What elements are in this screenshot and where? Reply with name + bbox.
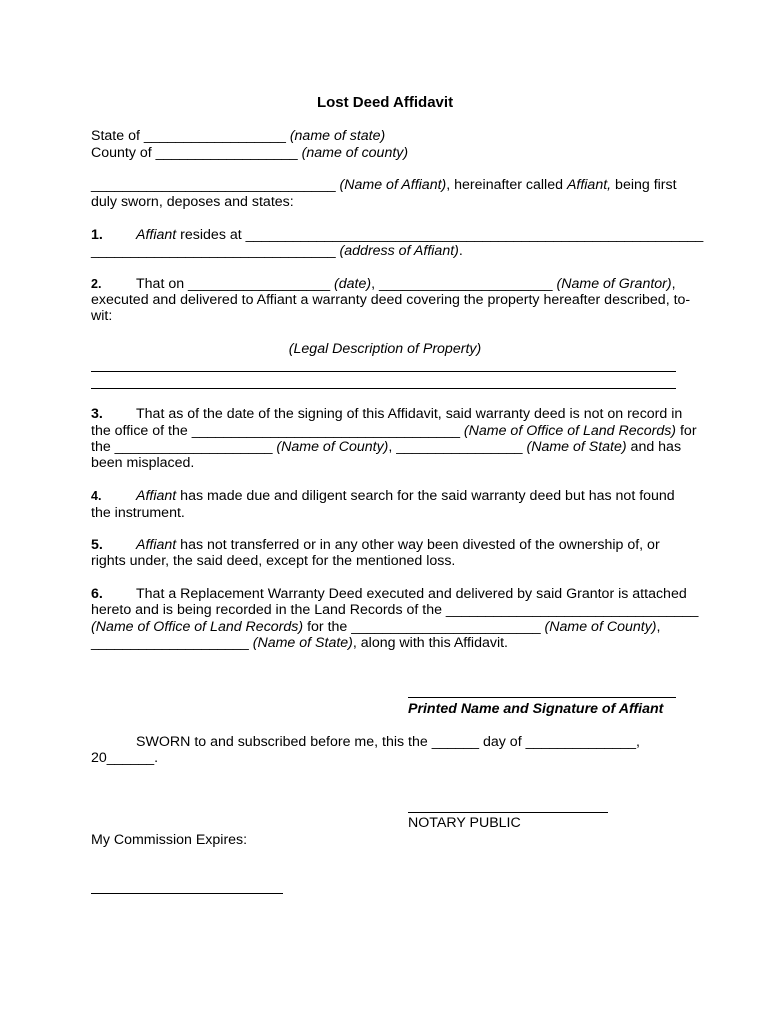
paragraph-3-text-5: , ________________: [388, 439, 527, 455]
legal-description-hint: (Legal Description of Property): [288, 341, 482, 357]
paragraph-3-text-2: the office of the __________________________________: [91, 423, 464, 439]
paragraph-4-number: 4.: [91, 489, 102, 503]
intro-line-1: [91, 177, 677, 194]
paragraph-2-text: That on __________________: [136, 276, 335, 292]
paragraph-1-text: resides at __________________________________________________________: [176, 227, 704, 243]
paragraph-3-text-4: the ____________________: [91, 439, 277, 455]
intro-line-2: duly sworn, deposes and states:: [91, 194, 294, 210]
paragraph-6-text: That a Replacement Warranty Deed executed and delivered by said Grantor is attached: [136, 586, 687, 602]
paragraph-1-line-2: [91, 243, 463, 260]
affiant-word: Affiant: [136, 488, 177, 504]
commission-date-line: [91, 893, 283, 894]
paragraph-4-line-1: [91, 488, 675, 505]
paragraph-6-line-3: [91, 619, 660, 636]
document-title: Lost Deed Affidavit: [316, 94, 454, 111]
grantor-hint: (Name of Grantor): [556, 276, 672, 292]
paragraph-3-number: 3.: [91, 406, 103, 422]
paragraph-6-line-2: hereto and is being recorded in the Land Records of the ________________________________: [91, 602, 699, 618]
paragraph-3-line-4: been misplaced.: [91, 455, 195, 471]
county-line: [91, 145, 408, 162]
signature-line: [408, 697, 676, 698]
paragraph-5-text: has not transferred or in any other way been divested of the ownership of, or: [176, 537, 660, 553]
paragraph-6-number: 6.: [91, 586, 103, 602]
sworn-line-1: SWORN to and subscribed before me, this the ______ day of ______________,: [136, 734, 640, 750]
paragraph-4-line-2: the instrument.: [91, 505, 185, 521]
county-label: County of __________________: [91, 145, 302, 161]
paragraph-5-line-1: [91, 537, 660, 554]
state-blank: ____________________: [91, 635, 253, 651]
paragraph-1-number: 1.: [91, 227, 103, 243]
legal-description-line-1: [91, 371, 676, 372]
paragraph-1-line-1: [91, 227, 703, 244]
state-line: [91, 128, 385, 145]
paragraph-2-line-2: executed and delivered to Affiant a warranty deed covering the property hereafter described, to-: [91, 292, 691, 308]
paragraph-2-text-2: , ______________________: [371, 276, 557, 292]
land-records-office-hint: (Name of Office of Land Records): [91, 619, 304, 635]
date-hint: (date): [334, 276, 372, 292]
paragraph-6-text-3: , along with this Affidavit.: [352, 635, 508, 651]
state-hint: (name of state): [289, 128, 386, 144]
paragraph-3-text-3: for: [676, 423, 697, 439]
county-name-hint: (Name of County): [544, 619, 657, 635]
county-hint: (name of county): [301, 145, 409, 161]
notary-label: NOTARY PUBLIC: [408, 815, 521, 831]
sworn-line-2: 20______.: [91, 750, 159, 766]
paragraph-3-line-1: [91, 406, 682, 423]
paragraph-6-line-4: [91, 635, 508, 652]
paragraph-5-number: 5.: [91, 537, 103, 553]
signature-label: Printed Name and Signature of Affiant: [408, 701, 664, 717]
land-records-office-hint: (Name of Office of Land Records): [463, 423, 677, 439]
paragraph-2-line-3: wit:: [91, 308, 113, 324]
paragraph-5-line-2: rights under, the said deed, except for the mentioned loss.: [91, 553, 456, 569]
commission-expires-label: My Commission Expires:: [91, 832, 248, 848]
affiant-word: Affiant,: [566, 177, 612, 193]
paragraph-6-line-1: [91, 586, 687, 603]
paragraph-3-text: That as of the date of the signing of this Affidavit, said warranty deed is not on record in: [136, 406, 683, 422]
affiant-word: Affiant: [136, 537, 177, 553]
intro-text: , hereinafter called: [446, 177, 567, 193]
state-name-hint: (Name of State): [252, 635, 353, 651]
legal-description-line-2: [91, 388, 676, 389]
paragraph-6-text-2: for the ________________________: [303, 619, 545, 635]
intro-text-2: being first: [611, 177, 677, 193]
state-label: State of __________________: [91, 128, 290, 144]
comma: ,: [671, 276, 676, 292]
notary-signature-line: [408, 812, 608, 813]
affiant-name-hint: (Name of Affiant): [339, 177, 447, 193]
county-name-hint: (Name of County): [276, 439, 389, 455]
affiant-word: Affiant: [136, 227, 177, 243]
paragraph-4-text: has made due and diligent search for the said warranty deed but has not found: [176, 488, 675, 504]
paragraph-2-line-1: [91, 276, 676, 293]
paragraph-2-number: 2.: [91, 277, 102, 291]
address-blank: _______________________________: [91, 243, 340, 259]
affiant-name-blank: _______________________________: [91, 177, 340, 193]
comma: ,: [656, 619, 661, 635]
address-hint: (address of Affiant): [339, 243, 459, 259]
state-name-hint: (Name of State): [526, 439, 627, 455]
paragraph-3-line-2: [91, 423, 697, 440]
period: .: [458, 243, 463, 259]
paragraph-3-text-6: and has: [626, 439, 682, 455]
paragraph-3-line-3: [91, 439, 681, 456]
